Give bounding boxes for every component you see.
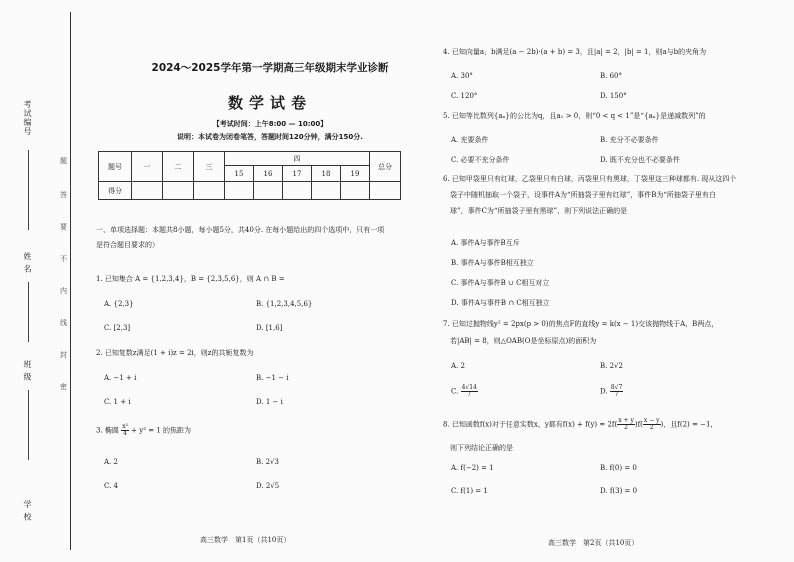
option[interactable]: D. [1,6]: [256, 324, 283, 332]
option[interactable]: A. 充要条件: [451, 136, 489, 144]
stem-text: 8. 已知函数f(x)对于任意实数x，y都有f(x) + f(y) = 2f(: [443, 420, 618, 429]
denominator: 2: [624, 424, 628, 431]
stem-line: 袋子中随机抽取一个袋子，设事件A为“所抽袋子里有红球”，事件B为“所抽袋子里有白: [450, 191, 716, 199]
score-cell[interactable]: [283, 182, 312, 200]
score-col: 二: [163, 152, 194, 182]
score-cell[interactable]: [312, 182, 341, 200]
score-cell[interactable]: [370, 182, 401, 200]
school-label: 学 校: [23, 500, 32, 522]
fraction: [643, 418, 661, 431]
option[interactable]: B. f(0) = 0: [600, 464, 637, 472]
denominator: 2: [649, 424, 654, 431]
score-cell[interactable]: [254, 182, 283, 200]
stem-line: 若|AB| = 8，则△OAB(O是坐标原点)的面积为: [450, 337, 597, 345]
section-line: 一、单项选择题：本题共8小题，每小题5分，共40分. 在每小题给出的四个选项中，只有一项: [96, 226, 385, 234]
score-total: 总分: [370, 152, 401, 182]
seal-char: 密: [60, 383, 67, 391]
stem-text: + y² = 1 的焦距为: [131, 426, 192, 435]
page-footer: 高三数学 第2页（共10页）: [548, 539, 639, 547]
score-cell[interactable]: [132, 182, 163, 200]
seal-char: 答: [60, 191, 67, 199]
option[interactable]: B. 事件A与事件B相互独立: [451, 259, 534, 267]
question-stem: 2. 已知复数z满足(1 + i)z = 2i，则z的共轭复数为: [96, 349, 254, 357]
stem-text: )，且f(2) = −1，: [660, 420, 718, 429]
option[interactable]: A. −1 + i: [104, 374, 137, 382]
option[interactable]: A. 2: [451, 362, 465, 370]
option[interactable]: B. 充分不必要条件: [600, 136, 659, 144]
score-sub-col: 17: [283, 166, 312, 182]
option[interactable]: A. {2,3}: [104, 300, 134, 308]
numerator: 8√7: [610, 384, 623, 391]
score-label: 得分: [99, 182, 132, 200]
stem-line: 7. 已知过抛物线y² = 2px(p > 0)的焦点F的直线y = k(x − 1)交该抛物线于A，B两点，: [443, 320, 719, 328]
name-blank: [28, 282, 29, 342]
stem-line: 球”，事件C为“所抽袋子里有黑球”，则下列说法正确的是: [450, 207, 628, 215]
score-sub-col: 19: [341, 166, 370, 182]
score-sub-col: 18: [312, 166, 341, 182]
option-letter: D.: [600, 387, 608, 396]
page-footer: 高三数学 第1页（共10页）: [200, 536, 291, 544]
score-group: 四: [225, 152, 370, 166]
score-cell[interactable]: [341, 182, 370, 200]
score-sub-col: 15: [225, 166, 254, 182]
seal-char: 线: [60, 319, 67, 327]
class-blank: [28, 390, 29, 460]
score-cell[interactable]: [194, 182, 225, 200]
exam-no-label: 考试编号: [23, 100, 32, 136]
seal-char: 封: [60, 351, 67, 359]
exam-no-blank: [28, 150, 29, 230]
question-stem: [96, 424, 191, 437]
score-table: [98, 151, 401, 200]
subject-title: 数学试卷: [227, 94, 312, 112]
stem-text: 3. 椭圆: [96, 426, 119, 435]
fraction: [610, 385, 623, 398]
score-col: 三: [194, 152, 225, 182]
score-label: 题号: [99, 152, 132, 182]
exam-title: 2024～2025学年第一学期高三年级期末学业诊断: [151, 62, 389, 74]
option[interactable]: A. 事件A与事件B互斥: [451, 239, 520, 247]
option[interactable]: D. 既不充分也不必要条件: [600, 156, 680, 164]
option[interactable]: B. 2√3: [256, 458, 279, 466]
option-d[interactable]: [600, 385, 623, 398]
binding-line: [70, 12, 71, 550]
option[interactable]: D. 事件A与事件B ∩ C相互独立: [451, 299, 550, 307]
option[interactable]: B. 2√2: [600, 362, 623, 370]
option[interactable]: C. f(1) = 1: [451, 487, 488, 495]
question-stem: [443, 320, 718, 346]
option[interactable]: B. −1 − i: [256, 374, 289, 382]
option[interactable]: A. f(−2) = 1: [451, 464, 494, 472]
numerator: x²: [122, 423, 128, 430]
fraction: [461, 385, 478, 398]
option[interactable]: B. 60°: [600, 72, 623, 80]
option[interactable]: D. 150°: [600, 92, 627, 100]
score-col: 一: [132, 152, 163, 182]
section-line: 是符合题目要求的）: [96, 241, 159, 249]
denominator: 4: [123, 430, 127, 437]
option[interactable]: A. 30°: [451, 72, 473, 80]
seal-char: 不: [60, 255, 67, 263]
exam-time: 【考试时间：上午8:00 — 10:00】: [212, 120, 328, 128]
option[interactable]: C. 4: [104, 482, 119, 490]
fraction: [121, 424, 129, 437]
numerator: 4√14: [461, 384, 477, 391]
stem-line: 6. 已知甲袋里只有红球，乙袋里只有白球，丙袋里只有黑球，丁袋里这三种球都有. 现从这四个: [443, 175, 737, 183]
stem-text: )f(: [634, 420, 643, 429]
denominator: 7: [614, 391, 619, 398]
option[interactable]: C. 1 + i: [104, 398, 131, 406]
option-letter: C.: [451, 387, 459, 396]
seal-char: 要: [60, 223, 67, 231]
numerator: x + y: [618, 417, 634, 424]
option[interactable]: B. {1,2,3,4,5,6}: [256, 300, 313, 308]
numerator: x − y: [643, 417, 660, 424]
option[interactable]: C. 120°: [451, 92, 478, 100]
option[interactable]: C. 必要不充分条件: [451, 156, 510, 164]
score-sub-col: 16: [254, 166, 283, 182]
question-stem-line: 则下列结论正确的是: [450, 444, 513, 452]
option[interactable]: C. [2,3]: [104, 324, 131, 332]
question-stem: [443, 418, 717, 431]
option[interactable]: A. 2: [104, 458, 118, 466]
score-cell[interactable]: [163, 182, 194, 200]
question-stem: 5. 已知等比数列{aₙ}的公比为q，且a₁ > 0，则“0 < q < 1”是“{aₙ}是递减数列”的: [443, 112, 706, 120]
option-c[interactable]: [451, 385, 478, 398]
question-stem: [443, 175, 736, 216]
seal-char: 题: [60, 157, 67, 165]
name-label: 姓 名: [23, 252, 32, 274]
option[interactable]: D. 2√5: [256, 482, 280, 490]
section-instructions: [96, 226, 426, 250]
option[interactable]: D. f(3) = 0: [600, 487, 638, 495]
fraction: [617, 418, 635, 431]
denominator: 7: [467, 391, 472, 398]
seal-char: 内: [60, 287, 67, 295]
question-stem: 1. 已知集合 A = {1,2,3,4}，B = {2,3,5,6}，则 A ∩ B =: [96, 275, 285, 283]
exam-note: 说明：本试卷为闭卷笔答，答题时间120分钟，满分150分.: [177, 133, 363, 141]
score-cell[interactable]: [225, 182, 254, 200]
question-stem: 4. 已知向量a，b满足(a − 2b)·(a + b) = 3，且|a| = 2，|b| = 1，则a与b的夹角为: [443, 48, 707, 56]
option[interactable]: C. 事件A与事件B ∪ C相互对立: [451, 279, 550, 287]
class-label: 班 级: [23, 360, 32, 382]
option[interactable]: D. 1 − i: [256, 398, 283, 406]
